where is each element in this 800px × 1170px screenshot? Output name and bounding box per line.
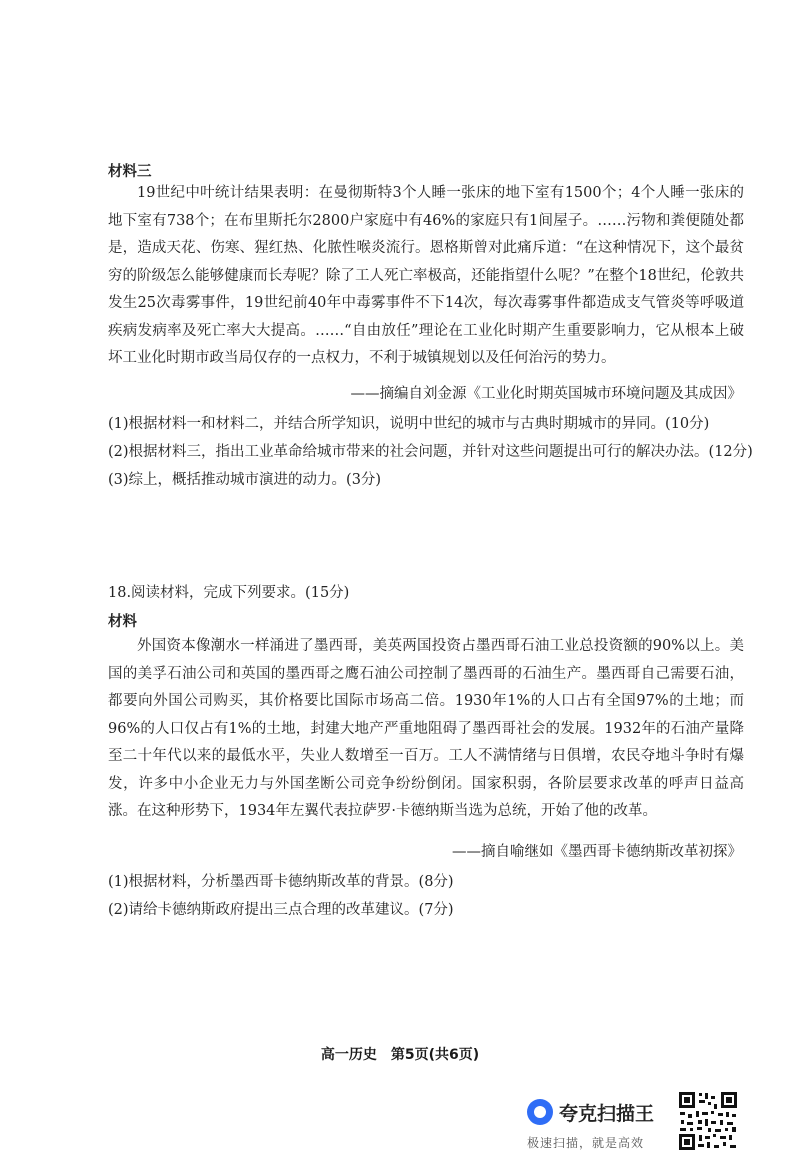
material3-source: ——摘编自刘金源《工业化时期英国城市环境问题及其成因》 (350, 386, 742, 402)
question18-title: 18.阅读材料，完成下列要求。(15分) (108, 585, 350, 601)
brand-name: 夸克扫描王 (559, 1103, 655, 1125)
brand-slogan: 极速扫描，就是高效 (527, 1136, 645, 1150)
question17-1: (1)根据材料一和材料二，并结合所学知识，说明中世纪的城市与古典时期城市的异同。(10分) (108, 416, 710, 432)
question18-material-heading: 材料 (108, 613, 137, 630)
question17-3: (3)综上，概括推动城市演进的动力。(3分) (108, 472, 382, 488)
question18-1: (1)根据材料，分析墨西哥卡德纳斯改革的背景。(8分) (108, 874, 454, 890)
qr-code-icon (677, 1090, 739, 1152)
question18-2: (2)请给卡德纳斯政府提出三点合理的改革建议。(7分) (108, 902, 454, 918)
question18-material-text: 外国资本像潮水一样涌进了墨西哥，美英两国投资占墨西哥石油工业总投资额的90%以上。美国的美孚石油公司和英国的墨西哥之鹰石油公司控制了墨西哥的石油生产。墨西哥自己需要石油，都要向外国公司购买，其价格要比国际市场高二倍。1930年1%的人口占有全国97%的土地；而96%的人口仅占有1%的土地，封建大地产严重地阻碍了墨西哥社会的发展。1932年的石油产量降至二十年代以来的最低水平，失业人数增至一百万。工人不满情绪与日俱增，农民夺地斗争时有爆发，许多中小企业无力与外国垄断公司竞争纷纷倒闭。国家积弱，各阶层要求改革的呼声日益高涨。在这种形势下，1934年左翼代表拉萨罗·卡德纳斯当选为总统，开始了他的改革。 (108, 638, 744, 819)
material3-text: 19世纪中叶统计结果表明：在曼彻斯特3个人睡一张床的地下室有1500个；4个人睡一张床的地下室有738个；在布里斯托尔2800户家庭中有46%的家庭只有1间屋子。……污物和粪便随处都是，造成天花、伤寒、猩红热、化脓性喉炎流行。恩格斯曾对此痛斥道：“在这种情况下，这个最贫穷的阶级怎么能够健康而长寿呢？除了工人死亡率极高，还能指望什么呢？”在整个18世纪，伦敦共发生25次毒雾事件，19世纪前40年中毒雾事件不下14次，每次毒雾事件都造成支气管炎等呼吸道疾病发病率及死亡率大大提高。……“自由放任”理论在工业化时期产生重要影响力，它从根本上破坏工业化时期市政当局仅存的一点权力，不利于城镇规划以及任何治污的势力。 (108, 185, 744, 366)
page-footer: 高一历史 第5页(共6页) (320, 1047, 480, 1063)
material3-heading: 材料三 (108, 163, 152, 180)
question17-2: (2)根据材料三，指出工业革命给城市带来的社会问题，并针对这些问题提出可行的解决办法。(12分) (108, 444, 753, 460)
quark-logo-icon (527, 1099, 553, 1125)
question18-source: ——摘自喻继如《墨西哥卡德纳斯改革初探》 (452, 844, 742, 860)
scanner-watermark (527, 1093, 672, 1153)
